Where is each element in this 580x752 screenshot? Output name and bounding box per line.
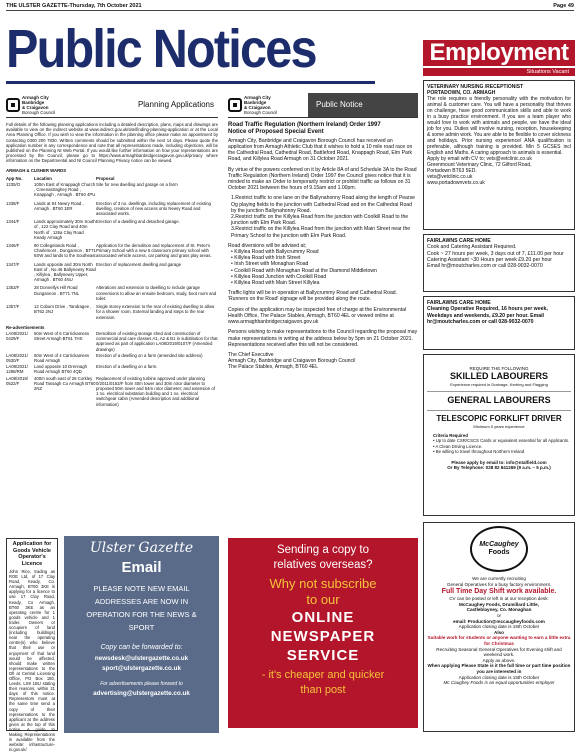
- fairlawns-cleaning-advert: FAIRLAWNS CARE HOME Cleaning Operative Required, 16 hours per week, Weekdays and weekends, £9.20 per hour. Email hr@moutcharles.com or call 028-9032-0070: [423, 296, 575, 350]
- road-notice-body: Armagh City, Banbridge and Craigavon Borough Council has received an application from Armagh Athletic Club that it wishes to hold a 10 mile road race on the Cathedral Road, Cathedral Road, Battleford Road, Knappagh Road, Elm Park Road, and Killylea Road Armagh on 31 October 2021. By virtue of the powers conferred on it by Article 8A of and Schedule 3A to the Road Traffic Regulation (Northern Ireland) Order 1997 the Council gives notice that it is minded to make an Order to temporarily restrict or prohibit traffic as follows on 31 October 2021 between the hours of 9.15am and 1.00pm. 1.Restrict traffic to one lane on the Ballynahonny Road along the length of Pearse Og playing fields to the junction with Cathedral Road and on the Cathedral Road by the junction Ballynahonny Road. 2.Restrict traffic on the Killylea Road from the junction with Coolkill Road to the junction with Elm Park Road. 3.Restrict traffic on the Killylea Road from the junction with Main Street near the Primary School to the junction with Elm Park Road. Road diversions will be advised at; • Killylea Road with Ballycrummy Road • Killylea Road with Irish Street • Irish Street with Monaghan Road • Coolkill Road with Monaghan Road at the Diamond Middletown • Killylea Road Junction with Coolkill Road • Killylea Road with Main Street Killylea Traffic lights will be in operation at Ballycrummy Road and Cathedral Road. 'Runners on the Road' signage will be provided along the route. Copies of the application may be inspected free of charge at the Environmental Health Office, The Palace Stables, Armagh, BT60 4EL or viewed online at www.armaghbanbridgecraigavon.gov.uk Persons wishing to make representations to the Council regarding the proposal may make representations in writing at the address below by 5pm on 21 October 2021. Representations received after this will not be considered. The Chief Executive Armagh City, Banbridge and Craigavon Borough Council The Palace Stables, Armagh, BT60 4EL: [228, 137, 418, 371]
- planning-col-headers: App No. Location Proposal: [6, 175, 115, 181]
- gazette-masthead: Ulster Gazette: [89, 540, 194, 556]
- road-event-title: Notice of Proposed Special Event: [228, 129, 324, 136]
- gazette-email-advert: Ulster Gazette Email PLEASE NOTE NEW EMAIL ADDRESSES ARE NOW IN OPERATION FOR THE NEWS & SPORT Copy can be forwarded to: newsdesk@ulstergazette.co.uk sport@ulstergazette.co.uk For advertisements please forward to advertising@ulstergazette.co.uk: [64, 536, 219, 733]
- readvert-row: LA08/2021/ 0429/F 50m West of 6 Carrickamess Street Armagh BT61 7HS Demolition of existing storage shed and construction of commercial and care classes A1, A2 & B1 in substitution for that approved as part of application LA08/2019/0107/F (Amended drawings): [6, 330, 218, 352]
- gazette-email-heading: Email: [121, 559, 162, 576]
- council-logo: Armagh City Banbridge & Craigavon Borough Council: [228, 93, 288, 117]
- planning-intro: Full details of the following planning applications including a detailed description, plans, maps and drawings are available to view on the indirect website at www.indirect.gov.uk/site/finding-planning-application or at the Local Area Planning Office. If you wish to view the information in the planning office please make an appointment by contacting 0300 200 7830. Written comments should be submitted within the next 14 days. Please quote the application number in any correspondence and note that all representations made, including objections, will be published on the Planning NI Web Portal. If you would like further information on how your representations are processed by the Council, please go to https://www.armaghbanbridgecraigavon.gov.uk/privacy where information on the Departmental and NI Council Planning Privacy notice can be viewed.: [6, 122, 218, 164]
- online-subscription-advert: Sending a copy to relatives overseas? Why not subscribe to our ONLINE NEWSPAPER SERVICE - it's cheaper and quicker than post: [228, 538, 418, 728]
- planning-header: [6, 92, 218, 118]
- planning-row: 1347/F Lands opposite and 30m North East of , No.46 Ballynewry Road , Killylea , Ballynewry Upper, Armagh . BT60 4NU Erection of replacement dwelling and garage: [6, 261, 182, 283]
- operator-licence-notice: Application for Goods Vehicle Operator's Licence John Rice, trading as ROE Ltd, of 17 Clay Road, Keady, Co. Armagh, BT60 3KE is applying for a licence to use 17 Clay Road, Keady, Co Armagh, BT60 3KE as an operating centre for 1 goods vehicle and 1 trailer. Owners or occupiers of land (including buildings) near the operating centre(s) who believe that their use or enjoyment of that land would be affected, should make written representations to the DfI at Central Licensing Office, PO Box 180, Leeds, LS9 1BU stating their reasons, within 21 days of this notice. Representors must at the same time send a copy of their representations to the applicant at the address given at the top of this notice. A guide to Making Representations is available from the website: infrastructure-ni.gov.uk/: [6, 538, 58, 731]
- planning-notice: [6, 92, 218, 527]
- planning-row: 1344/F Lands approximately 30m South of , 122 Clay Road and 40m North of , 126a Clay Road Keady Armagh Erection of a dwelling and detached garage.: [6, 219, 180, 240]
- readvert-row: LA08/2021/ 0530/F 50m West of 4 Carrickamess Road Armagh Erection of a dwelling on a farm (amended site address): [6, 352, 203, 363]
- road-order-title: Road Traffic Regulation (Northern Ireland) Order 1997: [228, 122, 381, 128]
- vet-advert: VETERINARY NURSING /RECEPTIONIST PORTADOWN, CO. ARMAGH The role requires a friendly personality with the motivation for animal & customer care. You will have a personality that thrives on challenge, have good communication skills and able to work in a busy practice environment. If you are a team player who would love to work with animals and people, we have the ideal job for you. Duties will involve nursing, reception, housekeeping & some admin work. You are able to be flexible to cover sickness and holidays. Prior nursing experience/ ANA qualification is preferable, although training is provided. Min 5 GCSES incl English and Maths. A caring approach to animals is essential. Apply by email with CV to; vets@vetclinic.co.uk Greenmount Veterinary Clinic, 72 Gilford Road, Portadown BT63 5ED. vets@vetclinic.co.uk www.portadownvets.co.uk: [423, 80, 575, 230]
- fairlawns-cook-advert: FAIRLAWNS CARE HOME Cook and Catering Assistant Required. Cook ~ 27 hours per week, 3 days out of 7, £11.00 per hour Catering Assistant ~30 Hours per week £9.20 per hour Email hr@moutcharles.com or call 028-9032-0070: [423, 234, 575, 292]
- council-logo-icon: [228, 98, 242, 112]
- road-notice-title: Public Notice: [308, 93, 418, 117]
- planning-row: 1357/F 12 Coburn Drive , Tandragee , BT62 2NJ Single storey extension to the rear of existing dwelling to allow for a shower room. External landing and steps to the rear extension.: [6, 304, 215, 320]
- planning-row: 1346/F 90 Collegelands Road , Charlemont , Dungannon , BT71 6SW and lands to the Southeast Application for the demolition and replacement of St. Peter's Primary School with a new 5 classroom primary school with associated vehicle access, car parking and grass play areas.: [6, 243, 212, 259]
- planning-area: ARMAGH & CUSHER WARDS: [6, 167, 67, 173]
- planning-row: 1353/F 28 Donnellys Hill Road Dungannon . BT71 7NL Alterations and extension to dwelling to include garage conversions to allow an ensuite bedroom, study, boot room and toilet.: [6, 285, 217, 301]
- planning-title: Planning Applications: [137, 100, 214, 109]
- employment-heading: Employment: [423, 40, 575, 66]
- page-number: Page 49: [553, 3, 574, 9]
- labourers-advert: REQUIRE THE FOLLOWING SKILLED LABOURERS Experience required in Drainage, Kerbing and Flagging GENERAL LABOURERS TELESCOPIC FORKLIFT DRIVER Minimum 5 years experience Criteria Required • Up to date CSR/CSCS Cards or equivalent essential for all Applicants. • A Clean Driving Licence. • Be willing to travel throughout Northern Ireland Please apply by email to: info@ntalfield.com Or By Telephone: 028 82 841269 (9 a.m. – 5 p.m.): [423, 354, 575, 516]
- readvertisements-heading: Re-advertisements: [6, 324, 45, 330]
- council-logo: Armagh City Banbridge & Craigavon Borough Council: [6, 93, 66, 117]
- road-traffic-notice: [228, 92, 418, 532]
- readvert-row: LA08/2021/ 1298/RM Land opposite 10 Drennagh Road Armagh BT60 4QD Erection of a dwelling on a farm.: [6, 364, 158, 375]
- paper-date: THE ULSTER GAZETTE-Thursday, 7th October 2021: [6, 3, 142, 9]
- road-notice-header: [228, 92, 418, 118]
- mccaughey-foods-advert: McCaughey Foods We are currently recruiting General Operatives for a busy factory environment. Full Time Day Shift work available. CV can be posted or left in at our reception desk: McCaughey Foods, Drumillard Little, Castleblayney, Co. Monaghan or email: Production@mccaugheyfoods.com Application closing date is 15th October Also Suitable work for students or anyone wanting to earn a little extra for Christmas Recruiting Seasonal General Operatives for Evening shift and weekend work. Apply as above. When applying Please State is it the full time or part time position you are interested in Application closing date is 15th October Mc Caughey Foods is an equal opportunities employer: [423, 522, 575, 732]
- mccaughey-logo: McCaughey Foods: [470, 526, 528, 572]
- situations-vacant-label: Situations Vacant: [423, 68, 575, 76]
- public-notices-heading: Public Notices: [6, 14, 375, 84]
- council-logo-icon: [6, 98, 20, 112]
- planning-row: 1235/O 100m East of Knappagh Church , Creenastraghey Road , Knappagh , Armagh . BT60 4PU Site for new dwelling and garage on a farm: [6, 182, 178, 198]
- planning-row: 1338/F Lands at 94 Newry Road , Armagh . BT60 1ER Erection of 3 no. dwellings. including replacement of existing dwelling, creation of new access onto Newry Road and associated works.: [6, 200, 211, 217]
- readvert-row: LA08/2019/ 0522/F 400m south east of 28 Corkley Road Tassagh Co Armagh BT60 2NZ Replacement of existing turbine approved under planning 0/2011/0163/F from 40m tower and 30m rotor diameter to proposed 50m tower and 54m rotor diameter; and extension of 1 no. electrical substation building and 1 no. electrical switchgear cabin (Amended description and additional information): [6, 375, 215, 407]
- page-header-bar: [6, 3, 574, 11]
